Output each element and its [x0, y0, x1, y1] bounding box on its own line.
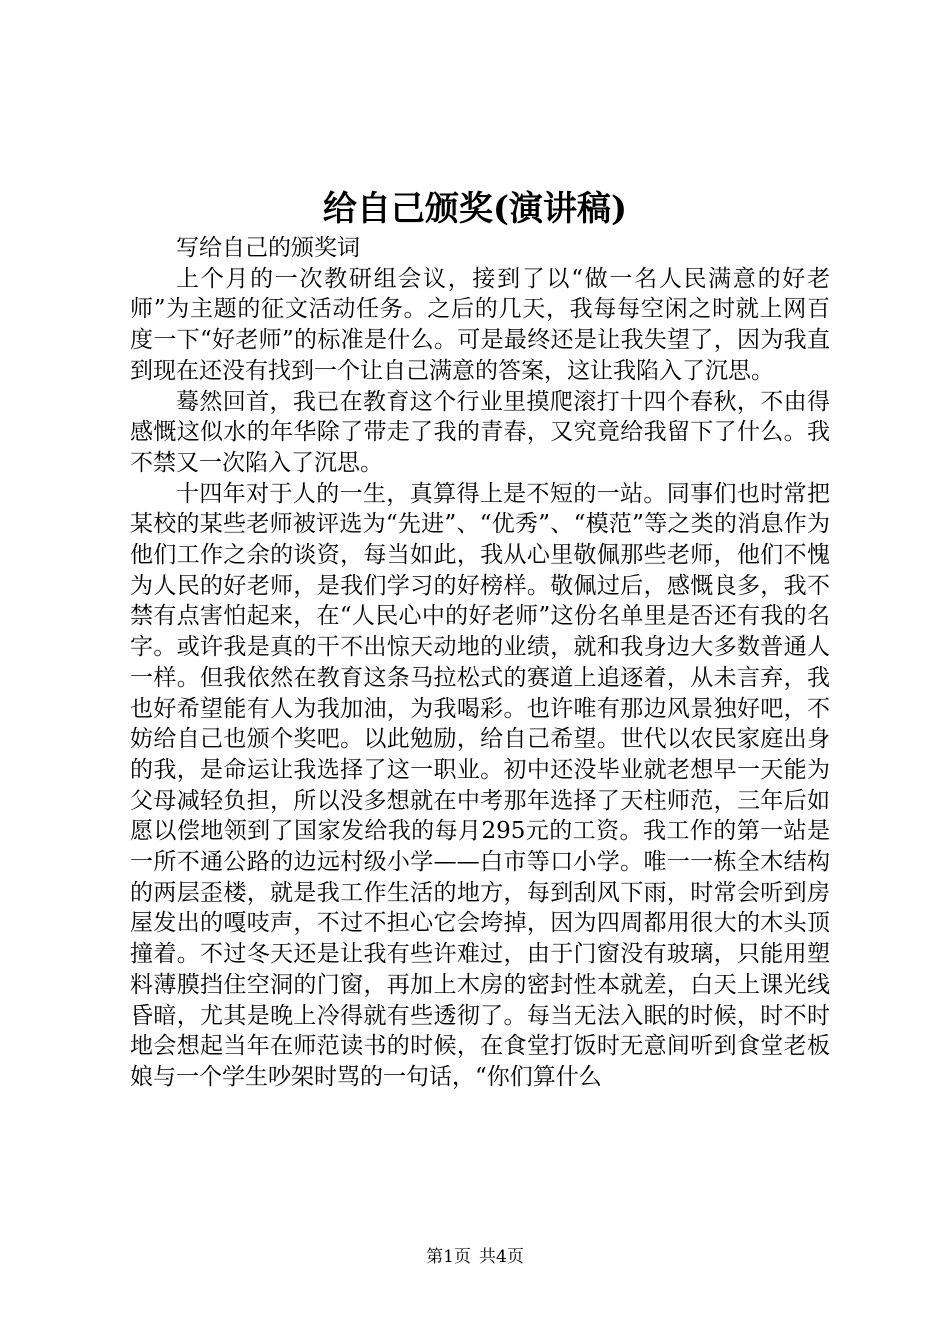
paragraph: 十四年对于人的一生，真算得上是不短的一站。同事们也时常把某校的某些老师被评选为“先进”、“优秀”、“模范”等之类的消息作为他们工作之余的谈资，每当如此，我从心里敬佩那些老师，他们不愧为人民的好老师，是我们学习的好榜样。敬佩过后，感慨良多，我不禁有点害怕起来，在“人民心中的好老师”这份名单里是否还有我的名字。或许我是真的干不出惊天动地的业绩，就和我身边大多数普通人一样。但我依然在教育这条马拉松式的赛道上追逐着，从未言弃，我也好希望能有人为我加油，为我喝彩。也许唯有那边风景独好吧，不妨给自己也颁个奖吧。以此勉励，给自己希望。世代以农民家庭出身的我，是命运让我选择了这一职业。初中还没毕业就老想早一天能为父母减轻负担，所以没多想就在中考那年选择了天柱师范，三年后如愿以偿地领到了国家发给我的每月295元的工资。我工作的第一站是一所不通公路的边远村级小学——白市等口小学。唯一一栋全木结构的两层歪楼，就是我工作生活的地方，每到刮风下雨，时常会听到房屋发出的嘎吱声，不过不担心它会垮掉，因为四周都用很大的木头顶撞着。不过冬天还是让我有些许难过，由于门窗没有玻璃，只能用塑料薄膜挡住空洞的门窗，再加上木房的密封性本就差，白天上课光线昏暗，尤其是晚上冷得就有些透彻了。每当无法入眠的时候，时不时地会想起当年在师范读书的时候，在食堂打饭时无意间听到食堂老板娘与一个学生吵架时骂的一句话，“你们算什么 — [130, 480, 830, 1090]
paragraph-subtitle: 写给自己的颁奖词 — [176, 235, 360, 261]
page-number: 第1页 — [426, 1247, 471, 1267]
paragraph: 上个月的一次教研组会议，接到了以“做一名人民满意的好老师”为主题的征文活动任务。之后的几天，我每每空闲之时就上网百度一下“好老师”的标准是什么。可是最终还是让我失望了，因为我直到现在还没有找到一个让自己满意的答案，这让我陷入了沉思。 — [130, 265, 830, 384]
document-body — [130, 233, 830, 1093]
paragraph: 蓦然回首，我已在教育这个行业里摸爬滚打十四个春秋，不由得感慨这似水的年华除了带走了我的青春，又究竟给我留下了什么。我不禁又一次陷入了沉思。 — [130, 388, 830, 476]
page-total: 共4页 — [479, 1247, 524, 1267]
document-title: 给自己颁奖(演讲稿) — [322, 189, 628, 229]
page-footer — [0, 1245, 950, 1269]
